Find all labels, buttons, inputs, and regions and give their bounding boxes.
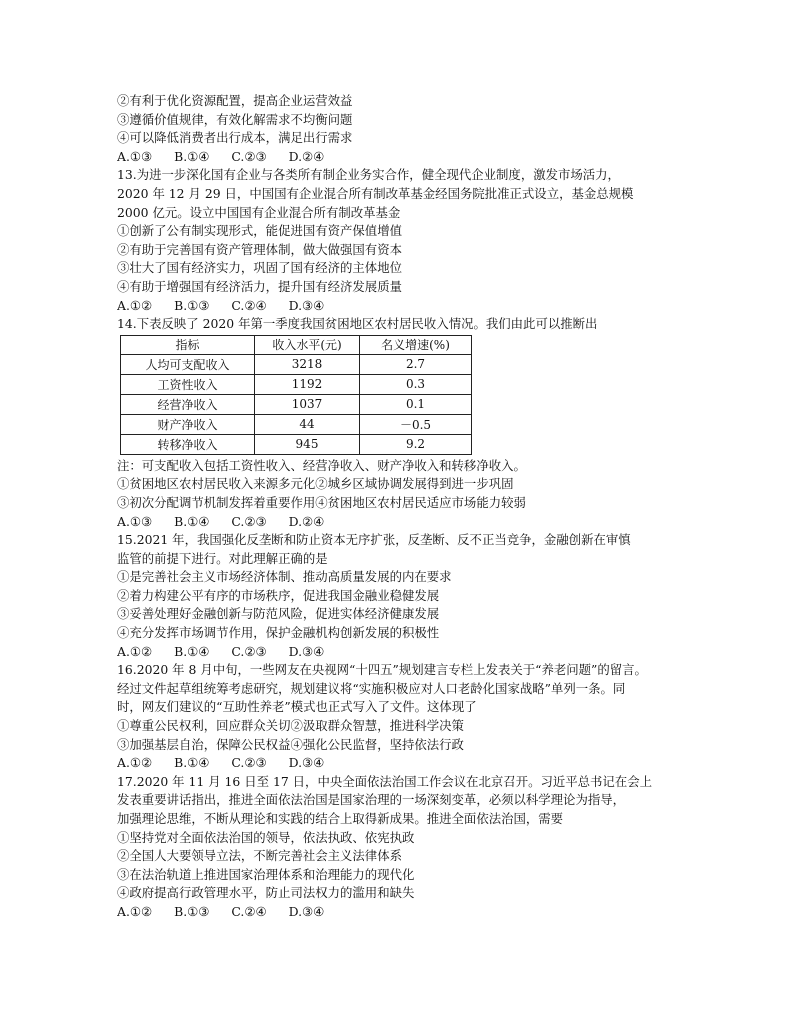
question-stem: 加强理论思维，不断从理论和实践的结合上取得新成果。推进全面依法治国，需要 xyxy=(117,811,564,826)
question-14 xyxy=(117,315,677,531)
question-15 xyxy=(117,531,677,661)
statement: ④政府提高行政管理水平，防止司法权力的滥用和缺失 xyxy=(117,885,415,901)
question-stem: 时，网友们建议的“互助性养老”模式也正式写入了文件。这体现了 xyxy=(117,699,477,715)
option-d: D.②④ xyxy=(288,513,325,529)
option-c: C.②③ xyxy=(231,513,267,529)
header-growth-rate: 名义增速(%) xyxy=(360,335,472,354)
question-stem: 2020 年 12 月 29 日，中国国有企业混合所有制改革基金经国务院批准正式设立，基金总规模 xyxy=(117,185,634,201)
question-stem: 经过文件起草组统筹考虑研究，规划建议将“实施积极应对人口老龄化国家战略”单列一条。同 xyxy=(117,680,626,696)
statement: ③遵循价值规律，有效化解需求不均衡问题 xyxy=(117,111,353,127)
question-stem: 16.2020 年 8 月中旬，一些网友在央视网“十四五”规划建言专栏上发表关于“养老问题”的留言。 xyxy=(117,662,647,678)
statement: ④有助于增强国有经济活力，提升国有经济发展质量 xyxy=(117,278,402,294)
table-cell: 人均可支配收入 xyxy=(121,354,255,374)
table-cell: 2.7 xyxy=(360,354,472,374)
statement: ③在法治轨道上推进国家治理体系和治理能力的现代化 xyxy=(117,866,415,882)
option-b: B.①④ xyxy=(174,643,210,659)
statement: ④充分发挥市场调节作用，保护金融机构创新发展的积极性 xyxy=(117,625,440,641)
option-d: D.②④ xyxy=(288,148,325,164)
option-b: B.①④ xyxy=(174,755,210,771)
option-b: B.①③ xyxy=(174,903,210,919)
statement: ①坚持党对全面依法治国的领导，依法执政、依宪执政 xyxy=(117,829,415,845)
answer-options xyxy=(117,643,677,662)
option-a: A.①② xyxy=(117,903,153,919)
answer-options xyxy=(117,148,677,167)
statement: ③初次分配调节机制发挥着重要作用④贫困地区农村居民适应市场能力较弱 xyxy=(117,494,526,510)
table-row xyxy=(121,434,472,454)
option-c: C.②④ xyxy=(231,297,267,313)
table-cell: 0.3 xyxy=(360,374,472,394)
table-cell: 转移净收入 xyxy=(121,434,255,454)
table-cell: 3218 xyxy=(255,354,360,374)
answer-options xyxy=(117,903,677,922)
question-stem: 15.2021 年，我国强化反垄断和防止资本无序扩张，反垄断、反不正当竞争，金融创新在审慎 xyxy=(117,532,631,548)
question-stem: 13.为进一步深化国有企业与各类所有制企业务实合作，健全现代企业制度，激发市场活力， xyxy=(117,167,620,183)
statement: ①贫困地区农村居民收入来源多元化②城乡区域协调发展得到进一步巩固 xyxy=(117,476,514,492)
statement: ③加强基层自治，保障公民权益④强化公民监督，坚持依法行政 xyxy=(117,736,464,752)
answer-options xyxy=(117,754,677,773)
exam-page xyxy=(117,92,677,922)
table-row xyxy=(121,354,472,374)
table-cell: 经营净收入 xyxy=(121,394,255,414)
question-stem: 14.下表反映了 2020 年第一季度我国贫困地区农村居民收入情况。我们由此可以推断出 xyxy=(117,316,598,332)
option-d: D.③④ xyxy=(288,297,325,313)
option-c: C.②③ xyxy=(231,755,267,771)
statement: ④可以降低消费者出行成本，满足出行需求 xyxy=(117,130,353,146)
option-b: B.①④ xyxy=(174,148,210,164)
question-stem: 17.2020 年 11 月 16 日至 17 日，中央全面依法治国工作会议在北京召开。习近平总书记在会上 xyxy=(117,773,652,789)
table-header-row xyxy=(121,335,472,354)
option-a: A.①② xyxy=(117,297,153,313)
table-cell: 1192 xyxy=(255,374,360,394)
table-cell: 工资性收入 xyxy=(121,374,255,394)
header-income-level: 收入水平(元) xyxy=(255,335,360,354)
statement: ①尊重公民权利，回应群众关切②汲取群众智慧，推进科学决策 xyxy=(117,718,464,734)
question-12-tail xyxy=(117,92,677,166)
statement: ①创新了公有制实现形式，能促进国有资产保值增值 xyxy=(117,223,402,239)
option-d: D.③④ xyxy=(288,755,325,771)
question-16 xyxy=(117,661,677,773)
option-b: B.①④ xyxy=(174,513,210,529)
question-stem: 2000 亿元。设立中国国有企业混合所有制改革基金 xyxy=(117,204,401,220)
income-table xyxy=(120,335,472,455)
question-stem: 发表重要讲话指出，推进全面依法治国是国家治理的一场深刻变革，必须以科学理论为指导， xyxy=(117,792,626,808)
table-row xyxy=(121,374,472,394)
option-a: A.①③ xyxy=(117,513,153,529)
option-d: D.③④ xyxy=(288,903,325,919)
question-stem: 监管的前提下进行。对此理解正确的是 xyxy=(117,550,328,566)
table-cell: 1037 xyxy=(255,394,360,414)
option-a: A.①③ xyxy=(117,148,153,164)
table-cell: 44 xyxy=(255,414,360,434)
header-indicator: 指标 xyxy=(121,335,255,354)
statement: ①是完善社会主义市场经济体制、推动高质量发展的内在要求 xyxy=(117,569,452,585)
statement: ③妥善处理好金融创新与防范风险，促进实体经济健康发展 xyxy=(117,606,440,622)
table-cell: 9.2 xyxy=(360,434,472,454)
table-note: 注：可支配收入包括工资性收入、经营净收入、财产净收入和转移净收入。 xyxy=(117,457,526,473)
table-cell: 财产净收入 xyxy=(121,414,255,434)
option-c: C.②③ xyxy=(231,148,267,164)
statement: ②着力构建公平有序的市场秩序，促进我国金融业稳健发展 xyxy=(117,587,440,603)
option-b: B.①③ xyxy=(174,297,210,313)
option-c: C.②③ xyxy=(231,643,267,659)
answer-options xyxy=(117,297,677,316)
table-cell: －0.5 xyxy=(360,414,472,434)
table-cell: 0.1 xyxy=(360,394,472,414)
table-row xyxy=(121,394,472,414)
statement: ②有利于优化资源配置，提高企业运营效益 xyxy=(117,93,353,108)
option-d: D.③④ xyxy=(288,643,325,659)
table-cell: 945 xyxy=(255,434,360,454)
statement: ③壮大了国有经济实力，巩固了国有经济的主体地位 xyxy=(117,260,402,276)
statement: ②有助于完善国有资产管理体制，做大做强国有资本 xyxy=(117,241,402,257)
question-13 xyxy=(117,166,677,315)
option-c: C.②④ xyxy=(231,903,267,919)
answer-options xyxy=(117,513,677,532)
option-a: A.①② xyxy=(117,643,153,659)
question-17 xyxy=(117,773,677,922)
table-row xyxy=(121,414,472,434)
option-a: A.①② xyxy=(117,755,153,771)
statement: ②全国人大要领导立法，不断完善社会主义法律体系 xyxy=(117,848,402,864)
